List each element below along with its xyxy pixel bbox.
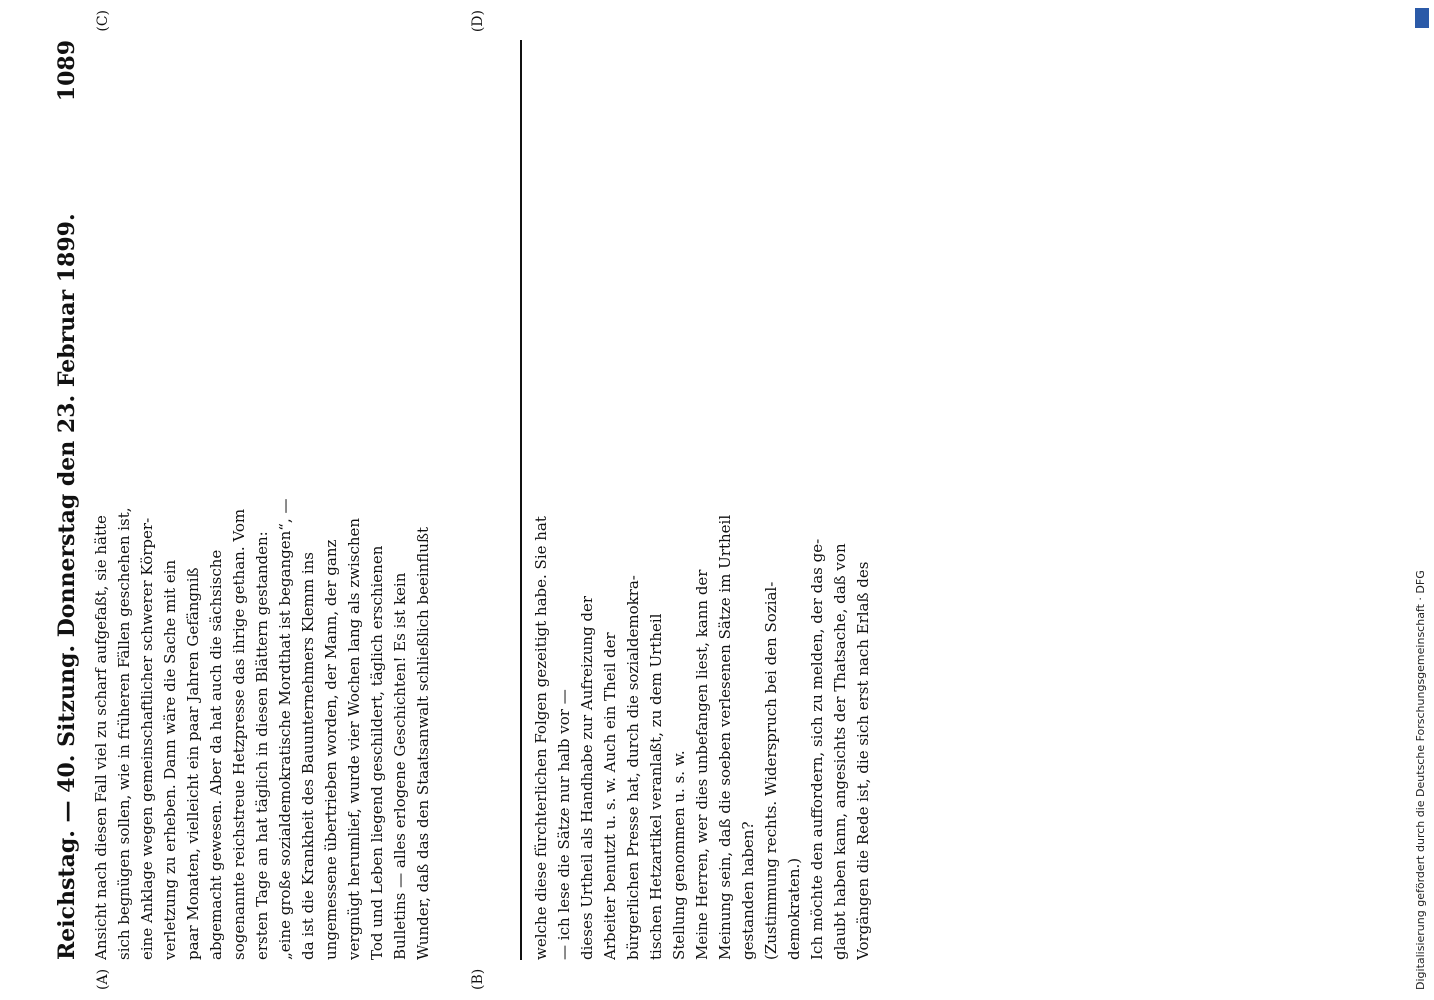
- text-line: Tod und Leben liegend geschildert, täglich erschienen: [368, 545, 386, 960]
- margin-mark-b: (B): [470, 968, 486, 990]
- text-line: Bulletins — alles erlogene Geschichten! Es ist kein: [391, 572, 409, 960]
- text-line: glaubt haben kann, angesichts der Thatsache, daß von: [831, 543, 849, 960]
- text-line: dieses Urtheil als Handhabe zur Aufreizung der: [578, 595, 596, 960]
- column-right: [530, 40, 960, 960]
- text-line: sogenannte reichstreue Hetzpresse das ihrige gethan. Vom: [230, 508, 248, 960]
- text-line: Meine Herren, wer dies unbefangen liest, kann der: [693, 569, 711, 960]
- header-title: Reichstag. — 40. Sitzung. Donnerstag den 23. Februar 1899.: [54, 213, 80, 960]
- page-number: 1089: [54, 40, 80, 102]
- text-line: Arbeiter benutzt u. s. w. Auch ein Theil der: [601, 632, 619, 960]
- text-line: „eine große sozialdemokratische Mordthat ist begangen“, —: [276, 498, 294, 960]
- page-header: [40, 40, 80, 960]
- digitization-note: Digitalisierung gefördert durch die Deutsche Forschungsgemeinschaft · DFG: [1414, 570, 1427, 990]
- text-line: Vorgängen die Rede ist, die sich erst nach Erlaß des: [854, 561, 872, 960]
- text-line: Ansicht nach diesen Fall viel zu scharf aufgefaßt, sie hätte: [92, 515, 110, 960]
- text-line: Stellung genommen u. s. w.: [670, 750, 688, 960]
- text-line: Wunder, daß das den Staatsanwalt schließlich beeinflußt: [414, 526, 432, 960]
- text-line: verletzung zu erheben. Dann wäre die Sache mit ein: [161, 559, 179, 960]
- text-line: Meinung sein, daß die soeben verlesenen Sätze im Urtheil: [716, 514, 734, 960]
- text-line: paar Monaten, vielleicht ein paar Jahren Gefängniß: [184, 567, 202, 960]
- margin-mark-d: (D): [470, 10, 486, 33]
- text-line: eine Anklage wegen gemeinschaftlicher schwerer Körper-: [138, 517, 156, 960]
- text-line: da ist die Krankheit des Bauunternehmers Klemm ins: [299, 551, 317, 960]
- column-left: [90, 40, 510, 960]
- text-line: (Zustimmung rechts. Widerspruch bei den Sozial-: [762, 581, 780, 960]
- text-line: vergnügt herumlief, wurde vier Wochen lang als zwischen: [345, 517, 363, 960]
- margin-mark-c: (C): [95, 10, 111, 32]
- text-line: gestanden haben?: [739, 821, 757, 960]
- text-line: ungemessene übertrieben worden, der Mann, der ganz: [322, 539, 340, 960]
- text-line: demokraten.): [785, 857, 803, 960]
- text-line: ersten Tage an hat täglich in diesen Blättern gestanden:: [253, 531, 271, 960]
- text-line: abgemacht gewesen. Aber da hat auch die sächsische: [207, 549, 225, 960]
- text-line: tischen Hetzartikel veranlaßt, zu dem Urtheil: [647, 613, 665, 960]
- text-line: — ich lese die Sätze nur halb vor —: [555, 689, 573, 960]
- margin-mark-a: (A): [95, 968, 111, 990]
- text-line: bürgerlichen Presse hat, durch die sozialdemokra-: [624, 575, 642, 960]
- text-line: welche diese fürchterlichen Folgen gezeitigt habe. Sie hat: [532, 516, 550, 960]
- column-divider: [520, 40, 522, 960]
- text-line: Ich möchte den auffordern, sich zu melden, der das ge-: [808, 538, 826, 960]
- text-line: sich begnügen sollen, wie in früheren Fällen geschehen ist,: [115, 507, 133, 960]
